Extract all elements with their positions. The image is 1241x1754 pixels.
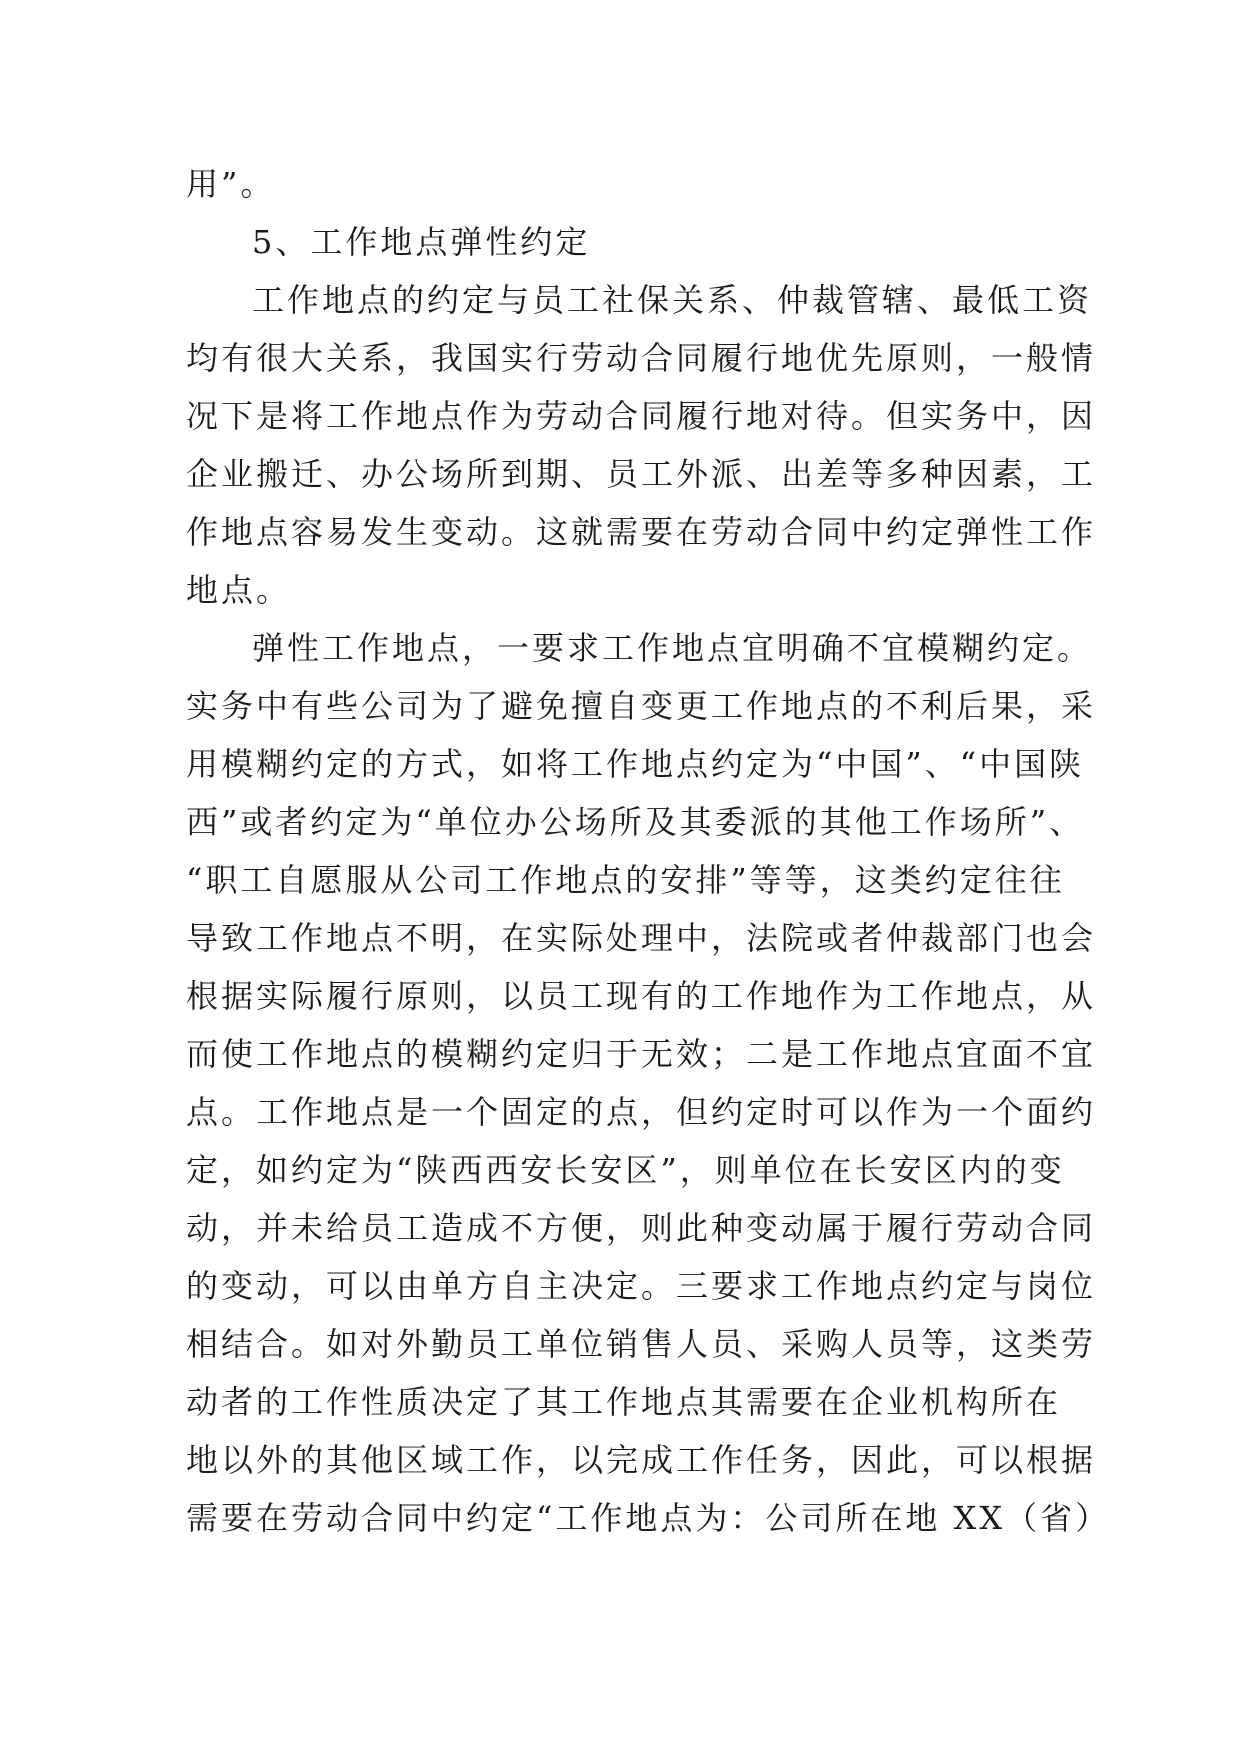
text-line: 用模糊约定的方式，如将工作地点约定为“中国”、“中国陕 [186,745,1085,783]
text-line: 弹性工作地点，一要求工作地点宜明确不宜模糊约定。 [252,629,1093,667]
text-line: 西”或者约定为“单位办公场所及其委派的其他工作场所”、 [186,803,1085,841]
text-line: 动者的工作性质决定了其工作地点其需要在企业机构所在 [186,1383,1062,1421]
text-line: 导致工作地点不明，在实际处理中，法院或者仲裁部门也会 [186,919,1097,957]
text-line: “职工自愿服从公司工作地点的安排”等等，这类约定往往 [186,861,1065,899]
text-line: 而使工作地点的模糊约定归于无效；二是工作地点宜面不宜 [186,1035,1097,1073]
text-line: 的变动，可以由单方自主决定。三要求工作地点约定与岗位 [186,1267,1097,1305]
text-line: 相结合。如对外勤员工单位销售人员、采购人员等，这类劳 [186,1325,1097,1363]
text-line: 定，如约定为“陕西西安长安区”，则单位在长安区内的变 [186,1151,1065,1189]
text-line: 工作地点的约定与员工社保关系、仲裁管辖、最低工资 [252,281,1093,319]
text-line: 作地点容易发生变动。这就需要在劳动合同中约定弹性工作 [186,513,1097,551]
text-line: 动，并未给员工造成不方便，则此种变动属于履行劳动合同 [186,1209,1097,1247]
text-line: 地以外的其他区域工作，以完成工作任务，因此，可以根据 [186,1441,1097,1479]
text-line: 企业搬迁、办公场所到期、员工外派、出差等多种因素，工 [186,455,1097,493]
text-line: 点。工作地点是一个固定的点，但约定时可以作为一个面约 [186,1093,1097,1131]
text-line: 地点。 [186,571,292,609]
section-heading: 5、工作地点弹性约定 [252,223,591,261]
text-line: 根据实际履行原则，以员工现有的工作地作为工作地点，从 [186,977,1097,1015]
text-line: 需要在劳动合同中约定“工作地点为：公司所在地 XX（省） [186,1499,1111,1537]
text-line: 均有很大关系，我国实行劳动合同履行地优先原则，一般情 [186,339,1097,377]
text-line: 用”。 [186,165,276,203]
text-line: 实务中有些公司为了避免擅自变更工作地点的不利后果，采 [186,687,1097,725]
text-line: 况下是将工作地点作为劳动合同履行地对待。但实务中，因 [186,397,1097,435]
